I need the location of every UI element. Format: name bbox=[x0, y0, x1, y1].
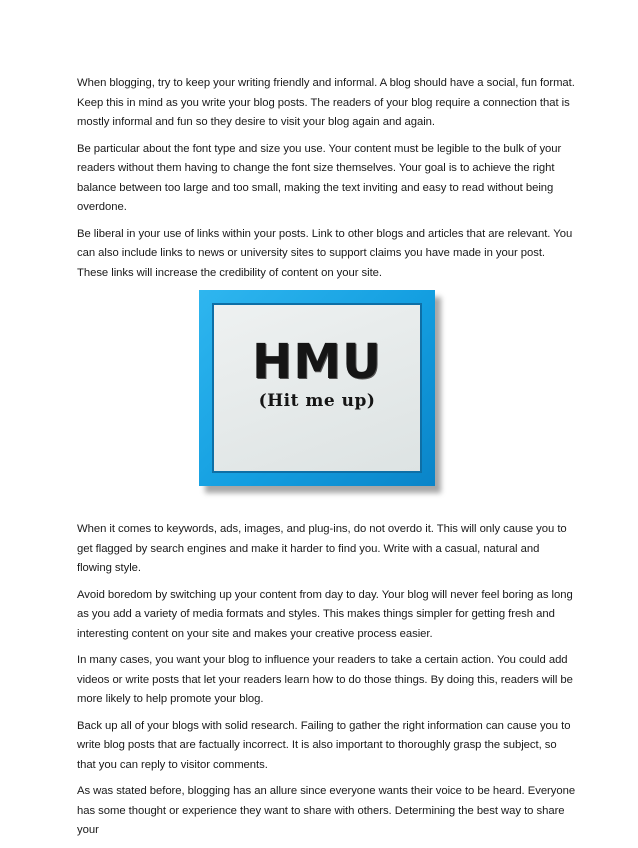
paragraph-links: Be liberal in your use of links within your posts. Link to other blogs and articles that are relevant. You can also include links to news or university sites to support claims you have made in your post. These links will increase the credibility of content on your site. bbox=[77, 227, 573, 279]
paragraph-blogging-informal: When blogging, try to keep your writing friendly and informal. A blog should have a social, fun format. Keep this in mind as you write your blog posts. The readers of your blog require a connection that is mostly informal and fun so they desire to visit your blog again and again. bbox=[77, 77, 575, 128]
paragraph-font-type: Be particular about the font type and size you use. Your content must be legible to the bulk of your readers without them having to change the font size themselves. Your goal is to achieve the right balance between too large and too small, making the text inviting and easy to read without being overdone. bbox=[77, 142, 562, 213]
image-panel bbox=[212, 303, 422, 473]
paragraph-allure: As was stated before, blogging has an allure since everyone wants their voice to be heard. Everyone has some thought or experience they want to share with others. Determining the best way to share your bbox=[77, 785, 576, 836]
hmu-image bbox=[199, 290, 447, 498]
paragraph-research: Back up all of your blogs with solid research. Failing to gather the right information can cause you to write blog posts that are factually incorrect. It is also important to thoroughly grasp the subject, so that you can reply to visitor comments. bbox=[77, 719, 571, 771]
image-subtitle: (Hit me up) bbox=[258, 391, 376, 411]
paragraph-avoid-boredom: Avoid boredom by switching up your content from day to day. Your blog will never feel boring as long as you add a variety of media formats and styles. This makes things simpler for getting fresh and interesting content on your site and makes your creative process easier. bbox=[77, 588, 573, 640]
image-title: HMU bbox=[252, 334, 382, 390]
paragraph-keywords: When it comes to keywords, ads, images, and plug-ins, do not overdo it. This will only cause you to get flagged by search engines and make it harder to find you. Write with a casual, natural and flowing style. bbox=[77, 523, 567, 574]
document-body bbox=[77, 74, 577, 848]
image-frame bbox=[199, 290, 435, 486]
image-container bbox=[77, 290, 577, 512]
paragraph-influence: In many cases, you want your blog to influence your readers to take a certain action. You could add videos or write posts that let your readers learn how to do those things. By doing this, readers will be more likely to help promote your blog. bbox=[77, 654, 573, 705]
